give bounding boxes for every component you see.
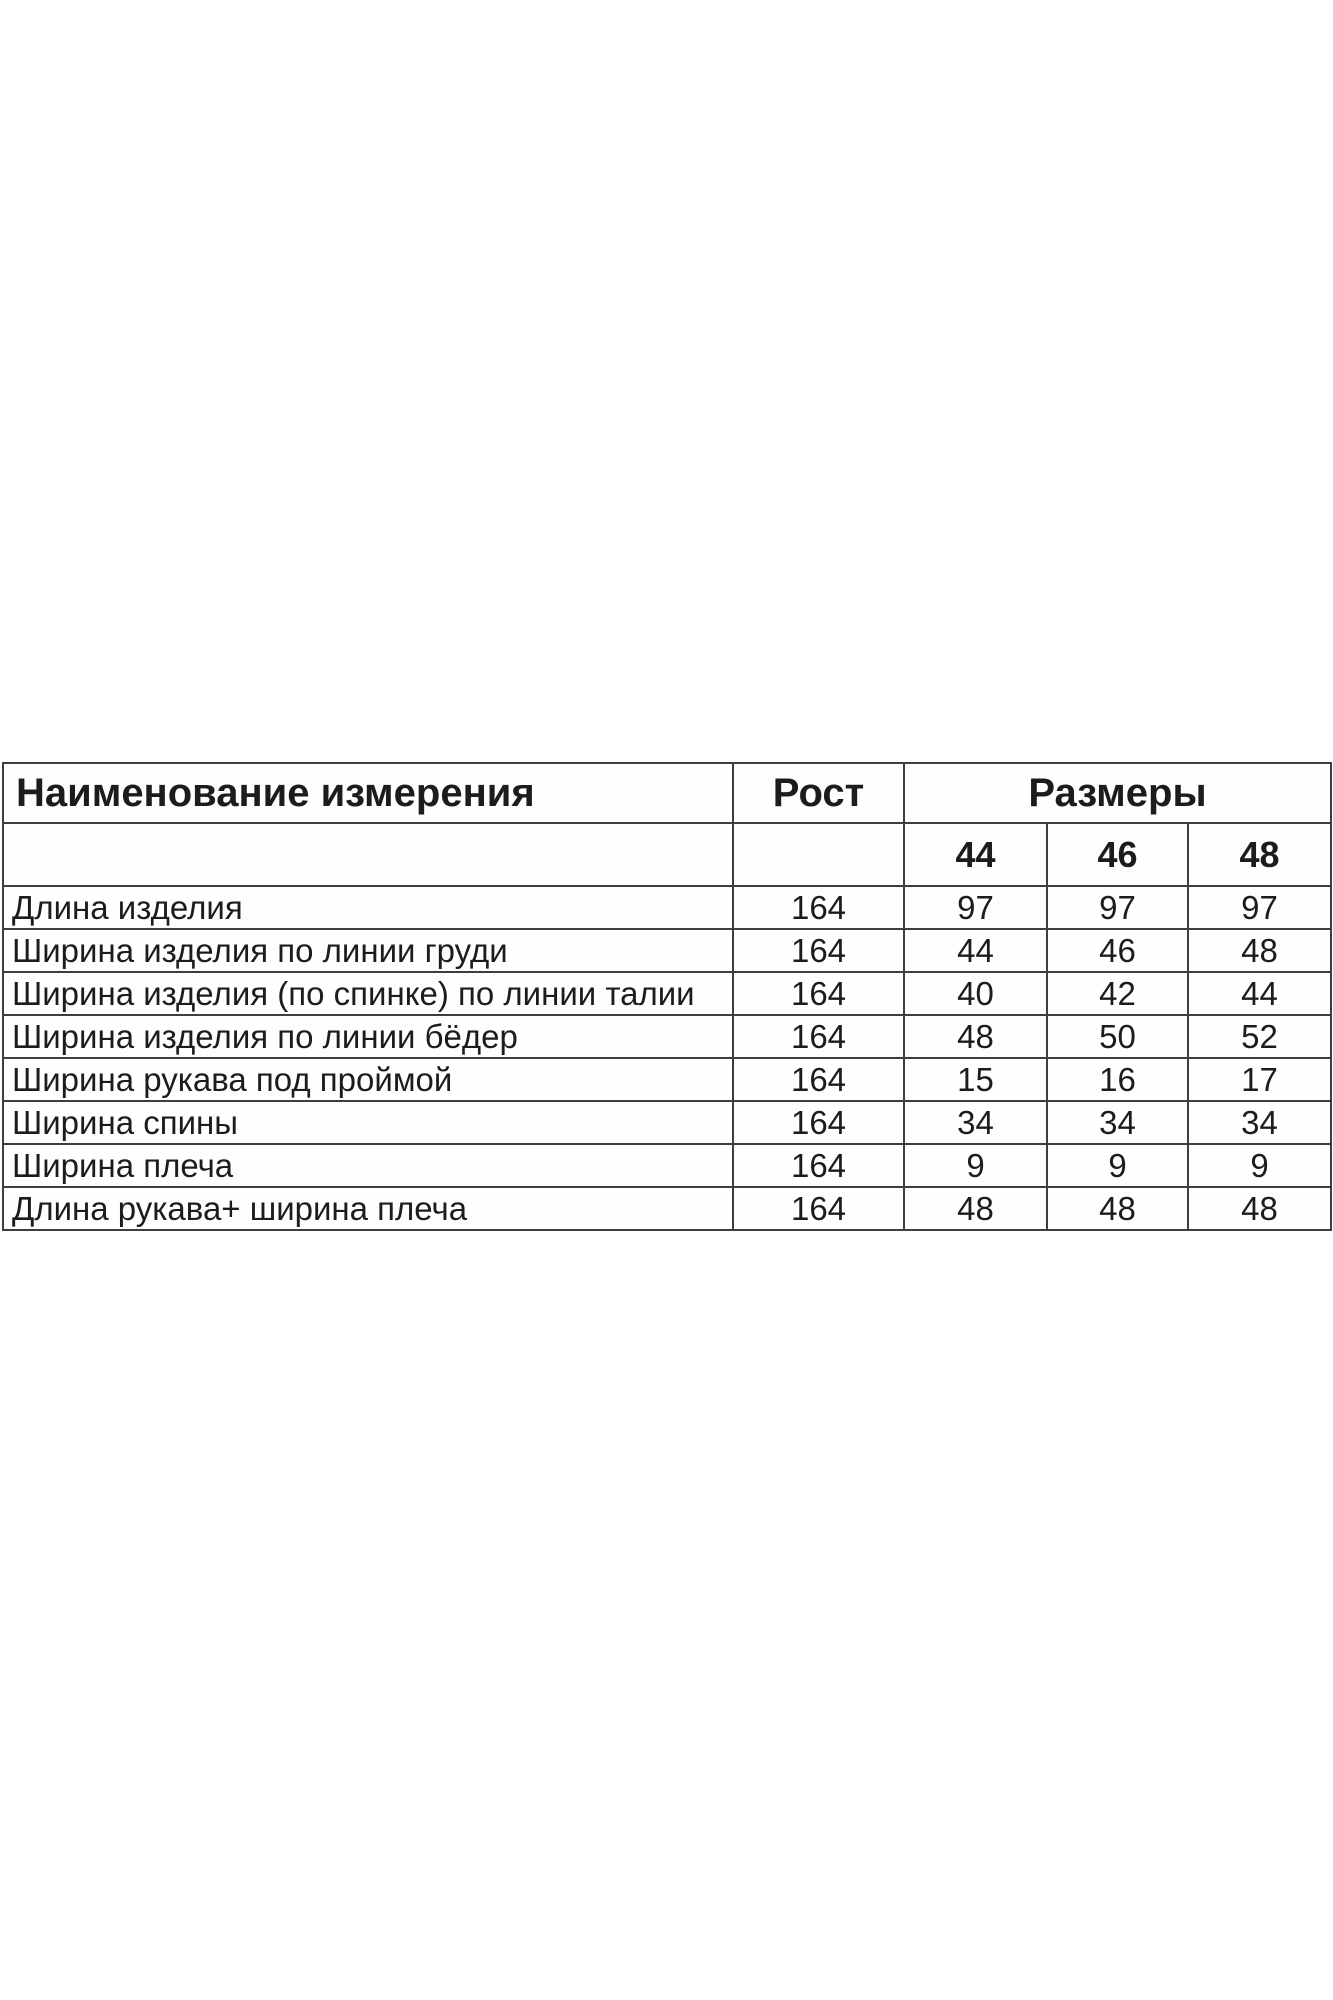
table-row	[3, 972, 1331, 1015]
table-row	[3, 1015, 1331, 1058]
height-value-cell: 164	[733, 929, 904, 972]
table-row	[3, 1101, 1331, 1144]
size-46-column-header: 46	[1047, 823, 1188, 886]
measurement-name-cell: Ширина изделия по линии груди	[3, 929, 733, 972]
sizes-group-header: Размеры	[904, 763, 1331, 823]
size-44-value-cell: 34	[904, 1101, 1047, 1144]
measurement-name-cell: Ширина спины	[3, 1101, 733, 1144]
height-value-cell: 164	[733, 1058, 904, 1101]
height-value-cell: 164	[733, 1144, 904, 1187]
size-44-value-cell: 48	[904, 1187, 1047, 1230]
size-chart-table	[2, 762, 1332, 1231]
table-row	[3, 1187, 1331, 1230]
size-46-value-cell: 50	[1047, 1015, 1188, 1058]
size-46-value-cell: 46	[1047, 929, 1188, 972]
measurement-name-cell: Ширина изделия (по спинке) по линии талии	[3, 972, 733, 1015]
size-48-value-cell: 9	[1188, 1144, 1331, 1187]
table-header-row-1	[3, 763, 1331, 823]
size-46-value-cell: 97	[1047, 886, 1188, 929]
size-46-value-cell: 16	[1047, 1058, 1188, 1101]
measurement-name-cell: Ширина рукава под проймой	[3, 1058, 733, 1101]
size-48-value-cell: 97	[1188, 886, 1331, 929]
height-value-cell: 164	[733, 886, 904, 929]
size-48-value-cell: 48	[1188, 1187, 1331, 1230]
size-44-value-cell: 9	[904, 1144, 1047, 1187]
table-row	[3, 1144, 1331, 1187]
size-44-value-cell: 44	[904, 929, 1047, 972]
height-column-header: Рост	[733, 763, 904, 823]
measurement-name-cell: Длина рукава+ ширина плеча	[3, 1187, 733, 1230]
table-row	[3, 886, 1331, 929]
size-44-value-cell: 97	[904, 886, 1047, 929]
size-48-value-cell: 52	[1188, 1015, 1331, 1058]
size-48-value-cell: 48	[1188, 929, 1331, 972]
table-row	[3, 1058, 1331, 1101]
size-48-value-cell: 34	[1188, 1101, 1331, 1144]
size-46-value-cell: 42	[1047, 972, 1188, 1015]
size-44-value-cell: 40	[904, 972, 1047, 1015]
height-value-cell: 164	[733, 1187, 904, 1230]
size-46-value-cell: 9	[1047, 1144, 1188, 1187]
empty-height-header-cell	[733, 823, 904, 886]
size-44-value-cell: 15	[904, 1058, 1047, 1101]
measurement-name-cell: Ширина плеча	[3, 1144, 733, 1187]
size-46-value-cell: 48	[1047, 1187, 1188, 1230]
height-value-cell: 164	[733, 1101, 904, 1144]
table-row	[3, 929, 1331, 972]
measurement-name-cell: Длина изделия	[3, 886, 733, 929]
table-header-row-2	[3, 823, 1331, 886]
size-46-value-cell: 34	[1047, 1101, 1188, 1144]
height-value-cell: 164	[733, 972, 904, 1015]
measurement-column-header: Наименование измерения	[3, 763, 733, 823]
size-48-value-cell: 17	[1188, 1058, 1331, 1101]
measurement-name-cell: Ширина изделия по линии бёдер	[3, 1015, 733, 1058]
height-value-cell: 164	[733, 1015, 904, 1058]
size-44-column-header: 44	[904, 823, 1047, 886]
empty-measurement-header-cell	[3, 823, 733, 886]
size-48-column-header: 48	[1188, 823, 1331, 886]
size-44-value-cell: 48	[904, 1015, 1047, 1058]
size-48-value-cell: 44	[1188, 972, 1331, 1015]
